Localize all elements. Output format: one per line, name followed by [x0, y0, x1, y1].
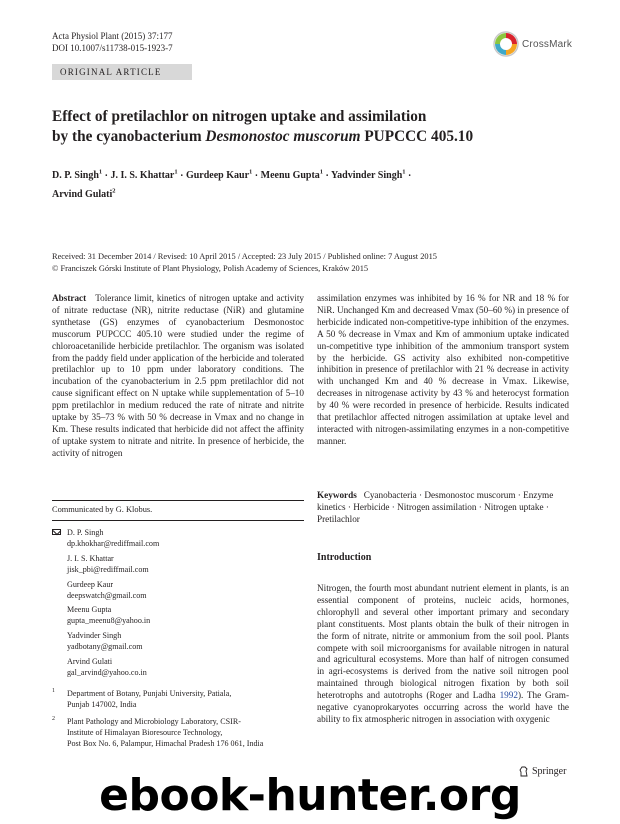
publisher-name: Springer: [532, 766, 567, 777]
contact-email[interactable]: gupta_meenu8@yahoo.in: [67, 616, 151, 626]
article-title: [52, 107, 572, 147]
contact-list: [52, 527, 304, 682]
divider: [52, 500, 304, 501]
contact-email[interactable]: jisk_pbi@rediffmail.com: [67, 564, 149, 574]
contact-email[interactable]: dp.khokhar@rediffmail.com: [67, 539, 160, 548]
abstract-heading: Abstract: [52, 293, 87, 303]
communicated-by: Communicated by G. Klobus.: [52, 505, 153, 514]
introduction-heading: Introduction: [317, 552, 372, 563]
crossmark-icon: [493, 31, 519, 57]
journal-citation: Acta Physiol Plant (2015) 37:177: [52, 31, 173, 41]
contact-email[interactable]: yadbotany@gmail.com: [67, 642, 143, 652]
author[interactable]: D. P. Singh$^1$: [52, 169, 103, 182]
title-line-1: Effect of pretilachlor on nitrogen uptake and assimilation: [52, 108, 427, 125]
divider: [52, 520, 304, 521]
contact-entry: D. P. Singh dp.khokhar@rediffmail.com: [52, 527, 304, 549]
title-line-2: by the cyanobacterium Desmonostoc muscorum PUPCCC 405.10: [52, 128, 474, 145]
affiliation: 2 Plant Pathology and Microbiology Laboratory, CSIR- Institute of Himalayan Bioresource Technology, Post Box No. 6, Palampur, Himachal Pradesh 176 061, India: [52, 716, 264, 748]
affiliation-number: 1: [52, 688, 55, 694]
publication-dates: [52, 251, 572, 274]
affiliation: 1 Department of Botany, Punjabi University, Patiala, Punjab 147002, India: [52, 688, 232, 709]
abstract-right-column: assimilation enzymes was inhibited by 16 % for NR and 18 % for NiR. Unchanged Km and decreased Vmax (50–60 %) in presence of herbicide indicated non-competitive-type inhibition of the enzymes. A 50 % decrease in Vmax and Km of ammonium uptake indicated un-competitive type inhibition of the ammonium transport system by the herbicide. GS activity also exhibited non-competitive inhibition in presence of pretilachlor with 21 % decrease in activity with unchanged Km and 40 % decrease in Vmax. Likewise, decreases in nitrogenase activity by 43 % and heterocyst formation by 40 % were recorded in presence of herbicide. Results indicated that pretilachlor affected nitrogen assimilation at uptake level and interacted with nitrogen-assimilating enzymes in a non-competitive manner.: [317, 293, 569, 446]
contact-entry: Arvind Gulati gal_arvind@yahoo.co.in: [52, 656, 304, 678]
abstract-left-column: [52, 293, 304, 460]
affiliation-number: 2: [52, 716, 55, 722]
dates-line: Received: 31 December 2014 / Revised: 10 April 2015 / Accepted: 23 July 2015 / Published online: 7 August 2015: [52, 252, 437, 261]
abstract-text-left: Tolerance limit, kinetics of nitrogen uptake and activity of nitrate reductase (NR), nitrite reductase (NiR) and glutamine synthetase (GS) enzymes of cyanobacterium Desmonostoc muscorum PUPCCC 405.10 were studied under the regime of chloroacetanilide herbicide pretilachlor. The organism was isolated from the paddy field under application of the herbicide and tolerated pretilachlor up to 10 ppm under laboratory conditions. The incubation of the cyanobacterium in 2.5 ppm pretilachlor did not cause significant effect on N uptake while supplementation of 5–10 ppm pretilachlor in medium reduced the rate of nitrate and nitrite uptake by 35–73 % with 50 % decrease in Vmax and no change in Km. These results indicated that herbicide did not affect the affinity of uptake system to nitrate and nitrite. In presence of herbicide, the activity of nitrogen: [52, 293, 305, 458]
keywords-heading: Keywords: [317, 490, 357, 500]
keywords-text: Cyanobacteria · Desmonostoc muscorum · Enzyme kinetics · Herbicide · Nitrogen assimilation · Nitrogen uptake · Pretilachlor: [317, 490, 554, 524]
article-type-banner: ORIGINAL ARTICLE: [52, 64, 192, 80]
envelope-icon: [52, 529, 61, 535]
watermark: ebook-hunter.org: [99, 770, 521, 821]
author[interactable]: Meenu Gupta$^1$: [260, 169, 324, 182]
crossmark-badge[interactable]: [493, 29, 585, 59]
copyright-line: © Franciszek Górski Institute of Plant Physiology, Polish Academy of Sciences, Kraków 2015: [52, 263, 369, 273]
contact-entry: Gurdeep Kaur deepswatch@gmail.com: [52, 579, 304, 601]
contact-entry: Meenu Gupta gupta_meenu8@yahoo.in: [52, 604, 304, 626]
author[interactable]: Arvind Gulati$^2$: [52, 187, 116, 200]
contact-email[interactable]: gal_arvind@yahoo.co.in: [67, 667, 147, 677]
citation-link[interactable]: 1992: [499, 690, 518, 701]
author[interactable]: Gurdeep Kaur$^1$: [185, 169, 253, 182]
keywords: [317, 489, 569, 525]
author[interactable]: Yadvinder Singh$^1$: [331, 169, 406, 182]
contact-entry: J. I. S. Khattar jisk_pbi@rediffmail.com: [52, 553, 304, 575]
contact-email[interactable]: deepswatch@gmail.com: [67, 590, 147, 600]
crossmark-label: CrossMark: [522, 38, 573, 50]
organism-name: Desmonostoc muscorum: [205, 128, 361, 145]
contact-entry: Yadvinder Singh yadbotany@gmail.com: [52, 630, 304, 652]
author-list: D. P. Singh$^1$ · J. I. S. Khattar$^1$ · Gurdeep Kaur$^1$ · Meenu Gupta$^1$ · Yadvinder Singh$^1$ · Arvind Gulati$^2$: [52, 169, 412, 200]
doi[interactable]: DOI 10.1007/s11738-015-1923-7: [52, 43, 173, 53]
introduction-text: Nitrogen, the fourth most abundant nutrient element in plants, is an essential component of proteins, nucleic acids, hormones, chlorophyll and several other important primary and secondary plant constituents. Most plants obtain the bulk of their nitrogen in the form of nitrate, nitrite or ammonium from the soil pool. Plants compete with soil microorganisms for available nitrogen in natural and agricultural ecosystems. More than half of nitrogen consumed in agri-ecosystems is derived from the native soil nitrogen pool maintained through biological nitrogen fixation by both soil heterotrophs and autotrophs (Roger and Ladha 1992). The Gram-negative cyanoprokaryotes occurring across the world have the ability to fix atmospheric nitrogen in association with oxygenic: [317, 583, 570, 724]
author[interactable]: J. I. S. Khattar$^1$: [110, 169, 178, 182]
